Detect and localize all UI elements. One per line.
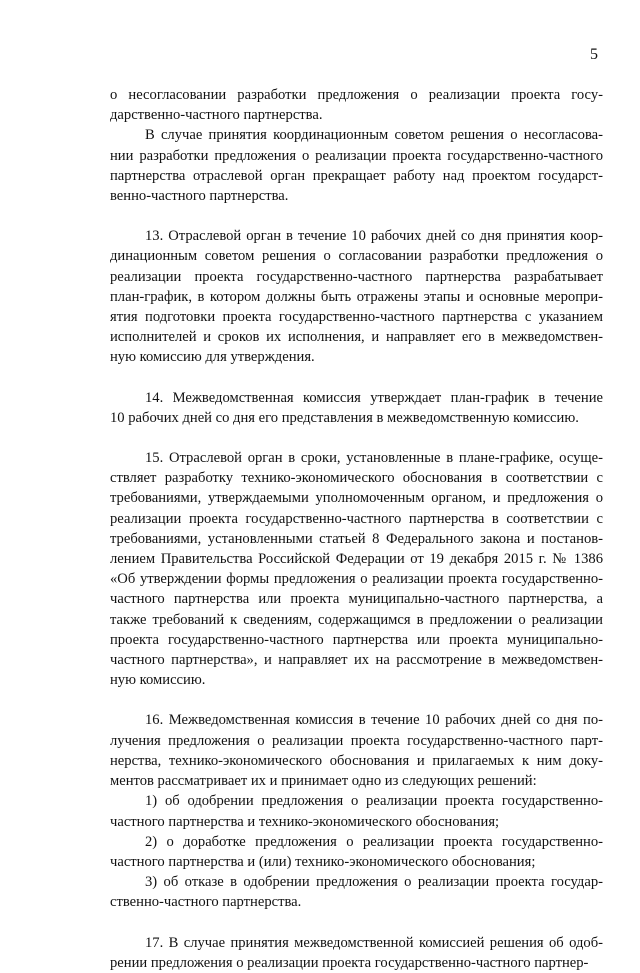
text-line: 16. Межведомственная комиссия в течение 10 рабочих дней со дня по- [145, 712, 603, 729]
text-line: частного партнерства», и направляет их на рассмотрение в межведомствен- [110, 652, 603, 669]
text-line: частного партнерства и (или) технико-экономического обоснования; [110, 853, 536, 870]
text-line: частного партнерства или проекта муниципально-частного партнерства, а [110, 591, 603, 608]
text-line: план-график, в котором должны быть отражены этапы и основные меропри- [110, 288, 603, 305]
text-line: 15. Отраслевой орган в сроки, установленные в плане-графике, осуще- [145, 450, 603, 467]
page-number: 5 [590, 46, 598, 63]
text-line: проекта государственно-частного партнерства или проекта муниципально- [110, 631, 603, 648]
text-line: ментов рассматривает их и принимает одно из следующих решений: [110, 773, 537, 790]
paragraph [110, 872, 603, 912]
paragraph [110, 710, 603, 791]
text-line: 3) об отказе в одобрении предложения о реализации проекта государ- [145, 874, 603, 891]
paragraph [110, 791, 603, 831]
paragraph [110, 832, 603, 872]
text-line: требованиями, установленными статьей 8 Федерального закона и постанов- [110, 530, 603, 547]
text-line: реализации проекта государственно-частного партнерства в соответствии с [110, 510, 603, 527]
text-line: лением Правительства Российской Федерации от 19 декабря 2015 г. № 1386 [110, 551, 603, 568]
text-line: 14. Межведомственная комиссия утверждает план-график в течение [145, 389, 603, 406]
document-body [110, 85, 603, 973]
paragraph [110, 85, 603, 125]
text-line: «Об утверждении формы предложения о реализации проекта государственно- [110, 571, 603, 588]
paragraph [110, 125, 603, 206]
text-line: нерства, технико-экономического обоснования и прилагаемых к ним доку- [110, 752, 603, 769]
text-line: ятия подготовки проекта государственно-частного партнерства с указанием [110, 309, 603, 326]
text-line: ствляет разработку технико-экономического обоснования в соответствии с [110, 470, 603, 487]
text-line: реализации проекта государственно-частного партнерства разрабатывает [110, 268, 603, 285]
text-line: В случае принятия координационным советом решения о несогласова- [145, 127, 603, 144]
text-line: также требований к сведениям, содержащимся в предложении о реализации [110, 611, 603, 628]
text-line: 1) об одобрении предложения о реализации проекта государственно- [145, 793, 603, 810]
text-line: нии разработки предложения о реализации проекта государственно-частного [110, 147, 603, 164]
text-line: ственно-частного партнерства. [110, 894, 302, 911]
text-line: партнерства отраслевой орган прекращает работу над проектом государст- [110, 167, 603, 184]
paragraph [110, 388, 603, 428]
text-line: 10 рабочих дней со дня его представления в межведомственную комиссию. [110, 409, 579, 426]
paragraph [110, 226, 603, 367]
text-line: о несогласовании разработки предложения о реализации проекта госу- [110, 87, 603, 103]
text-line: 17. В случае принятия межведомственной комиссией решения об одоб- [145, 934, 603, 951]
text-line: требованиями, утверждаемыми уполномоченным органом, и предложения о [110, 490, 603, 507]
text-line: ную комиссию для утверждения. [110, 349, 315, 366]
text-line: лучения предложения о реализации проекта государственно-частного парт- [110, 732, 603, 749]
text-line: ную комиссию. [110, 672, 206, 689]
text-line: частного партнерства и технико-экономического обоснования; [110, 813, 500, 830]
text-line: 13. Отраслевой орган в течение 10 рабочих дней со дня принятия коор- [145, 228, 603, 245]
text-line: 2) о доработке предложения о реализации проекта государственно- [145, 833, 603, 850]
text-line: рении предложения о реализации проекта государственно-частного партнер- [110, 954, 589, 971]
paragraph [110, 933, 603, 973]
text-line: дарственно-частного партнерства. [110, 107, 323, 124]
text-line: динационным советом решения о согласовании разработки предложения о [110, 248, 603, 265]
text-line: венно-частного партнерства. [110, 188, 289, 205]
text-line: исполнителей и сроков их исполнения, и направляет его в межведомствен- [110, 329, 603, 346]
paragraph [110, 448, 603, 690]
